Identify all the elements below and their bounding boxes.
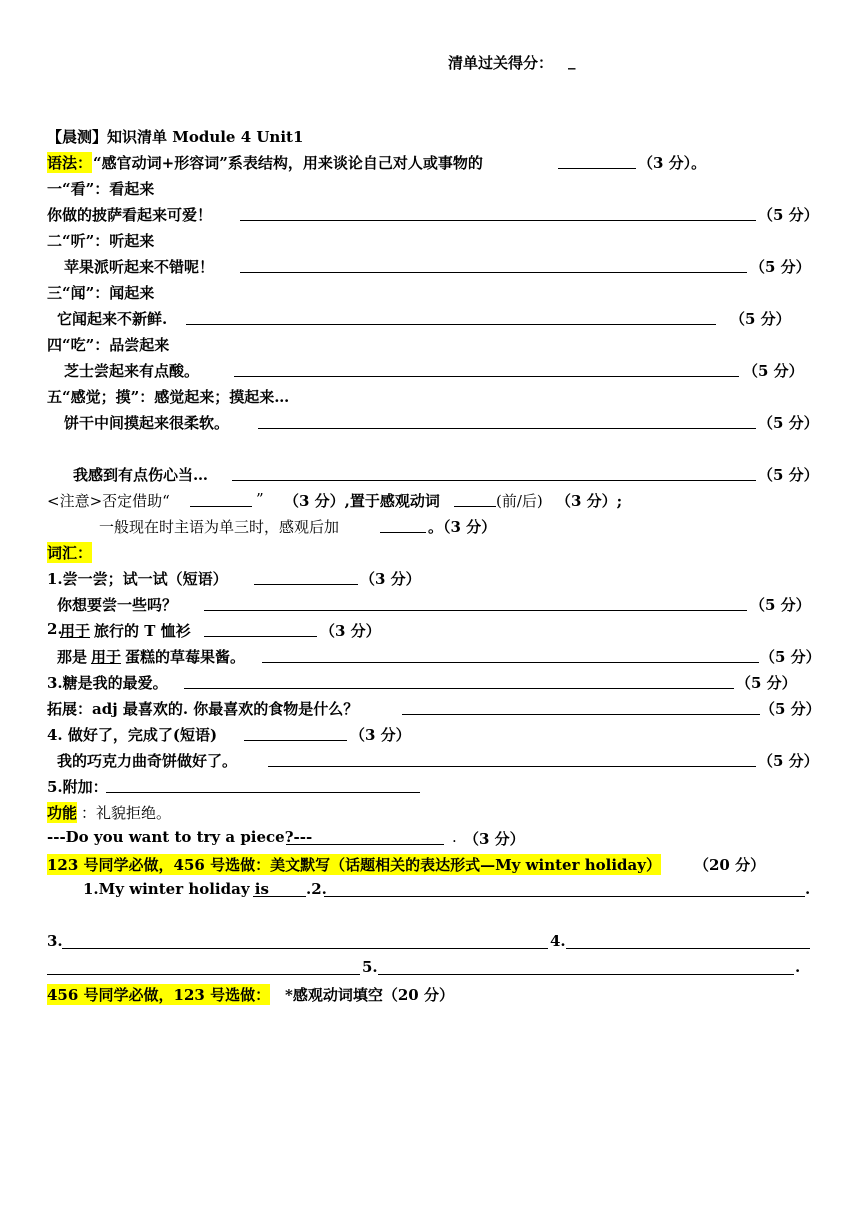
answer-blank[interactable] [240, 272, 747, 273]
exercise-line: 拓展：adj 最喜欢的. 你最喜欢的食物是什么？ （5 分） [47, 700, 821, 718]
exercise-line: 我的巧克力曲奇饼做好了。 （5 分） [57, 752, 819, 770]
answer-blank[interactable] [253, 896, 306, 897]
answer-blank[interactable] [566, 948, 810, 949]
answer-blank[interactable] [254, 584, 358, 585]
score-label: 清单过关得分： [448, 54, 554, 72]
exercise-line [0, 204, 860, 230]
answer-blank[interactable] [204, 610, 747, 611]
answer-blank[interactable] [106, 792, 420, 793]
writing-line: 5. . [0, 958, 860, 984]
answer-blank[interactable] [258, 428, 756, 429]
note-line: <注意>否定借助“ ” （3 分）,置于感观动词 (前/后) （3 分）; [47, 490, 623, 510]
answer-blank[interactable] [262, 662, 759, 663]
answer-blank[interactable] [240, 220, 756, 221]
vocab-tag: 词汇： [47, 544, 93, 562]
task-line: 123 号同学必做，456 号选做：美文默写（话题相关的表达形式—My winter holiday） （20 分） [47, 856, 766, 874]
exercise-mark: （5 分） [730, 310, 791, 328]
exercise-line [0, 256, 860, 282]
answer-blank[interactable] [232, 480, 756, 481]
grammar-tag: 语法： [47, 154, 93, 172]
exercise-prompt: ---Do you want to try a piece?--- [47, 828, 313, 846]
note-text: <注意>否定借助“ [47, 492, 170, 510]
exercise-prompt: 你想要尝一些吗？ [57, 596, 178, 614]
answer-blank[interactable] [268, 766, 756, 767]
task-tag: 456 号同学必做，123 号选做： [47, 986, 271, 1004]
exercise-line: 3.糖是我的最爱。 （5 分） [47, 674, 797, 692]
answer-blank[interactable] [204, 636, 317, 637]
exercise-prompt: 你做的披萨看起来可爱！ [47, 206, 213, 224]
score-line [0, 52, 860, 78]
note-blank-1[interactable] [190, 506, 252, 507]
section-head: 二“听”：听起来 [47, 232, 155, 250]
score-blank: _ [568, 52, 576, 70]
task-tag: 123 号同学必做，456 号选做：美文默写（话题相关的表达形式—My winter holiday） [47, 856, 661, 874]
note-line: 一般现在时主语为单三时，感观后加 。（3 分） [99, 518, 497, 536]
answer-blank[interactable] [62, 948, 548, 949]
exercise-prompt: 饼干中间摸起来很柔软。 [64, 414, 230, 432]
section-head: 四“吃”：品尝起来 [47, 336, 170, 354]
exercise-mark: （5 分） [743, 362, 804, 380]
answer-blank[interactable] [402, 714, 760, 715]
note-blank-3[interactable] [380, 532, 426, 533]
exercise-line [0, 360, 860, 386]
vocab-item: 1.尝一尝；试一试（短语） （3 分） [47, 570, 421, 588]
exercise-prompt: 我感到有点伤心当… [73, 466, 209, 484]
exercise-mark: （5 分） [758, 466, 819, 484]
exercise-line [0, 308, 860, 334]
answer-blank[interactable] [234, 376, 739, 377]
answer-blank[interactable] [184, 688, 734, 689]
vocab-line [0, 542, 860, 568]
grammar-blank[interactable] [558, 168, 636, 169]
page-title: 【晨测】知识清单 Module 4 Unit1 [47, 128, 304, 146]
exercise-line [0, 412, 860, 438]
exercise-line: ---Do you want to try a piece?--- . （3 分） [47, 828, 525, 848]
answer-blank[interactable] [186, 324, 716, 325]
task-line: 456 号同学必做，123 号选做： *感观动词填空（20 分） [47, 986, 454, 1004]
vocab-item: 4. 做好了，完成了(短语) （3 分） [47, 726, 411, 744]
note-blank-2[interactable] [454, 506, 496, 507]
exercise-mark: （5 分） [750, 258, 811, 276]
vocab-item: 2. 用于 旅行的 T 恤衫 （3 分） [47, 620, 381, 640]
section-head: 三“闻”：闻起来 [47, 284, 155, 302]
section-head: 一“看”：看起来 [47, 180, 155, 198]
grammar-line [0, 152, 860, 178]
answer-blank[interactable] [47, 974, 360, 975]
function-tag: 功能 [47, 804, 78, 822]
section-head: 五“感觉；摸”：感觉起来；摸起来… [47, 388, 290, 406]
exercise-mark: （5 分） [758, 206, 819, 224]
exercise-line: 那是 用于 蛋糕的草莓果酱。 （5 分） [57, 648, 821, 666]
vocab-item: 5.附加： [0, 776, 860, 802]
exercise-mark: （5 分） [758, 414, 819, 432]
exercise-prompt: 芝士尝起来有点酸。 [64, 362, 200, 380]
answer-blank[interactable] [324, 896, 805, 897]
writing-line: 3. 4. [0, 932, 860, 958]
answer-blank[interactable] [378, 974, 794, 975]
function-line: 功能 ：礼貌拒绝。 [47, 804, 172, 822]
writing-line: 1.My winter holiday is .2. . [83, 880, 811, 898]
exercise-prompt: 它闻起来不新鲜. [57, 310, 168, 328]
exercise-prompt: 苹果派听起来不错呢！ [64, 258, 215, 276]
grammar-mark: （3 分）。 [638, 154, 707, 172]
grammar-text: “感官动词+形容词”系表结构，用来谈论自己对人或事物的 [93, 154, 483, 172]
note-text: 一般现在时主语为单三时，感观后加 [99, 518, 340, 536]
page-title-line [0, 126, 860, 152]
answer-blank[interactable] [244, 740, 347, 741]
note-text: （3 分）,置于感观动词 [284, 492, 440, 510]
exercise-line: 你想要尝一些吗？ （5 分） [57, 596, 811, 614]
exercise-line [0, 464, 860, 490]
answer-blank[interactable] [286, 844, 444, 845]
